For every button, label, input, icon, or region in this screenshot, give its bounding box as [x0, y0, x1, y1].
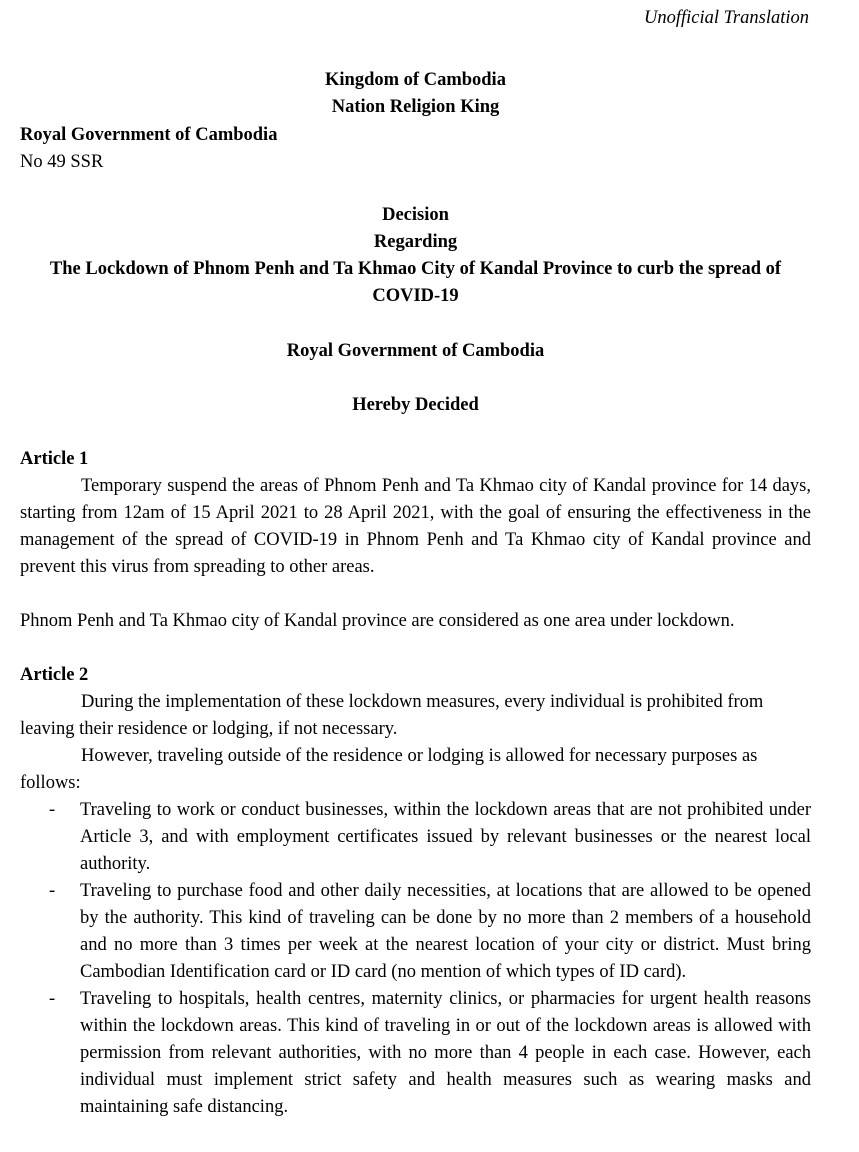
- article-1-paragraph-2-block: [20, 608, 811, 635]
- list-item: [20, 986, 811, 1121]
- article-1: [20, 446, 811, 581]
- title-regarding: Regarding: [373, 232, 458, 252]
- bullet-dash: -: [49, 989, 56, 1009]
- article-2-paragraph-1: During the implementation of these lockdown measures, every individual is prohibited from leaving their residence or lodging, if not necessary.: [20, 692, 764, 739]
- bullet-dash: -: [49, 800, 56, 820]
- motto-kingdom: Kingdom of Cambodia: [325, 70, 506, 90]
- motto-nation-religion-king: Nation Religion King: [331, 97, 500, 117]
- bullet-dash: -: [49, 881, 56, 901]
- article-2: [20, 662, 811, 1121]
- title-subject: The Lockdown of Phnom Penh and Ta Khmao City of Kandal Province to curb the spread of COVID-19: [49, 259, 782, 306]
- list-item-text: Traveling to work or conduct businesses, within the lockdown areas that are not prohibited under Article 3, and with employment certificates issued by relevant businesses or the nearest local authority.: [80, 800, 811, 874]
- national-motto: [20, 67, 811, 121]
- issuer-name: Royal Government of Cambodia: [20, 125, 278, 145]
- preamble-decided-block: [20, 392, 811, 419]
- unofficial-translation-note: Unofficial Translation: [644, 8, 809, 28]
- article-1-heading: Article 1: [20, 449, 89, 469]
- list-item: [20, 878, 811, 986]
- list-item-text: Traveling to purchase food and other daily necessities, at locations that are allowed to be opened by the authority. This kind of traveling can be done by no more than 2 members of a household and no more than 3 times per week at the nearest location of your city or district. Must bring Cambodian Identification card or ID card (no mention of which types of ID card).: [80, 881, 811, 982]
- article-2-paragraph-2: However, traveling outside of the residence or lodging is allowed for necessary purposes as follows:: [20, 746, 758, 793]
- preamble-decided: Hereby Decided: [352, 395, 479, 415]
- list-item: [20, 797, 811, 878]
- decision-number: No 49 SSR: [20, 152, 104, 172]
- article-2-heading: Article 2: [20, 665, 89, 685]
- preamble-authority-block: [20, 338, 811, 365]
- preamble-authority: Royal Government of Cambodia: [286, 341, 545, 361]
- article-1-paragraph-2: Phnom Penh and Ta Khmao city of Kandal province are considered as one area under lockdown.: [20, 611, 735, 631]
- list-item-text: Traveling to hospitals, health centres, maternity clinics, or pharmacies for urgent health reasons within the lockdown areas. This kind of traveling in or out of the lockdown areas is allowed with permission from relevant authorities, with no more than 4 people in each case. However, each individual must implement strict safety and health measures such as wearing masks and maintaining safe distancing.: [80, 989, 811, 1117]
- issuer-block: [20, 122, 811, 176]
- decision-title: [20, 202, 811, 310]
- necessary-purposes-list: [20, 797, 811, 1121]
- article-1-paragraph-1: Temporary suspend the areas of Phnom Penh and Ta Khmao city of Kandal province for 14 days, starting from 12am of 15 April 2021 to 28 April 2021, with the goal of ensuring the effectiveness in the management of the spread of COVID-19 in Phnom Penh and Ta Khmao city of Kandal province and prevent this virus from spreading to other areas.: [20, 476, 811, 577]
- title-decision: Decision: [382, 205, 449, 225]
